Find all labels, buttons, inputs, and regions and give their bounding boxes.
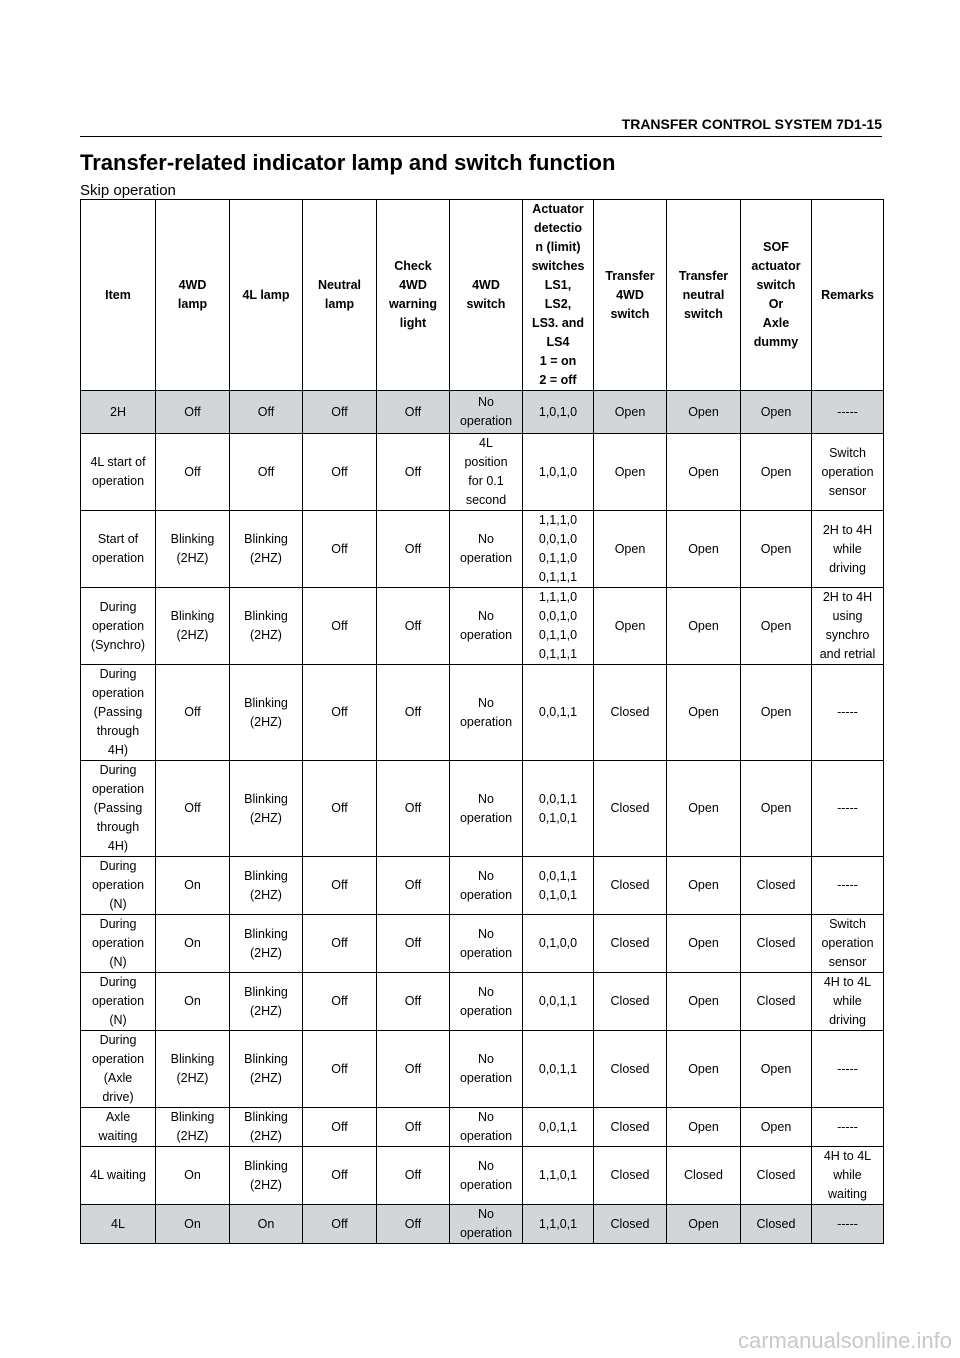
table-cell: Blinking (2HZ) — [156, 511, 230, 588]
column-header: 4WD switch — [450, 200, 523, 391]
table-cell: Open — [741, 511, 812, 588]
table-cell: Off — [377, 761, 450, 857]
table-cell: Closed — [594, 857, 667, 915]
table-cell: Start of operation — [81, 511, 156, 588]
table-cell: Off — [377, 915, 450, 973]
table-cell: Closed — [594, 1108, 667, 1147]
table-cell: 0,0,1,1 — [523, 665, 594, 761]
table-cell: No operation — [450, 1108, 523, 1147]
table-row — [81, 1205, 884, 1244]
table-cell: Blinking (2HZ) — [156, 1031, 230, 1108]
table-cell: Closed — [741, 915, 812, 973]
table-cell: 1,1,0,1 — [523, 1147, 594, 1205]
table-cell: 4L position for 0.1 second — [450, 434, 523, 511]
table-cell: Blinking (2HZ) — [230, 511, 303, 588]
table-cell: Closed — [594, 915, 667, 973]
table-cell: On — [156, 1205, 230, 1244]
table-cell: Open — [741, 1031, 812, 1108]
column-header: Actuator detectio n (limit) switches LS1, LS2, LS3. and LS4 1 = on 2 = off — [523, 200, 594, 391]
table-cell: No operation — [450, 973, 523, 1031]
table-cell: Off — [303, 915, 377, 973]
table-cell: Open — [667, 434, 741, 511]
table-row — [81, 391, 884, 434]
table-cell: Blinking (2HZ) — [230, 1147, 303, 1205]
table-cell: Off — [156, 391, 230, 434]
table-cell: No operation — [450, 1205, 523, 1244]
table-cell: No operation — [450, 511, 523, 588]
table-cell: Off — [377, 973, 450, 1031]
table-row — [81, 915, 884, 973]
table-cell: Off — [303, 1147, 377, 1205]
table-cell: Open — [667, 857, 741, 915]
table-cell: Off — [303, 857, 377, 915]
table-cell: 1,1,1,0 0,0,1,0 0,1,1,0 0,1,1,1 — [523, 511, 594, 588]
table-cell: Off — [303, 1205, 377, 1244]
table-cell: Open — [667, 761, 741, 857]
table-cell: Off — [230, 434, 303, 511]
table-cell: 4H to 4L while waiting — [812, 1147, 884, 1205]
table-cell: ----- — [812, 1108, 884, 1147]
table-cell: Off — [230, 391, 303, 434]
table-cell: Open — [667, 973, 741, 1031]
table-cell: Blinking (2HZ) — [230, 588, 303, 665]
table-cell: 0,0,1,1 0,1,0,1 — [523, 761, 594, 857]
table-cell: Closed — [594, 973, 667, 1031]
table-cell: No operation — [450, 761, 523, 857]
table-cell: Closed — [741, 857, 812, 915]
table-cell: Off — [303, 1108, 377, 1147]
table-cell: ----- — [812, 1205, 884, 1244]
table-cell: Off — [303, 973, 377, 1031]
column-header: 4WD lamp — [156, 200, 230, 391]
table-cell: On — [156, 857, 230, 915]
table-cell: Open — [594, 391, 667, 434]
table-cell: Off — [377, 588, 450, 665]
table-cell: Off — [303, 1031, 377, 1108]
table-cell: Off — [377, 1147, 450, 1205]
table-cell: Blinking (2HZ) — [230, 761, 303, 857]
table-cell: During operation (Passing through 4H) — [81, 761, 156, 857]
column-header: Neutral lamp — [303, 200, 377, 391]
column-header: 4L lamp — [230, 200, 303, 391]
section-header: TRANSFER CONTROL SYSTEM 7D1-15 — [621, 116, 882, 132]
table-cell: On — [230, 1205, 303, 1244]
table-row — [81, 665, 884, 761]
table-row — [81, 973, 884, 1031]
table-cell: Off — [303, 391, 377, 434]
table-cell: ----- — [812, 391, 884, 434]
table-cell: 0,0,1,1 — [523, 1031, 594, 1108]
table-cell: Open — [667, 1108, 741, 1147]
table-cell: Off — [377, 665, 450, 761]
table-cell: Blinking (2HZ) — [230, 1108, 303, 1147]
table-row — [81, 1031, 884, 1108]
table-row — [81, 1147, 884, 1205]
table-cell: 2H to 4H using synchro and retrial — [812, 588, 884, 665]
table-cell: ----- — [812, 857, 884, 915]
page-header — [80, 116, 882, 137]
table-cell: 1,1,0,1 — [523, 1205, 594, 1244]
table-cell: During operation (Passing through 4H) — [81, 665, 156, 761]
table-cell: On — [156, 1147, 230, 1205]
table-cell: Closed — [594, 1147, 667, 1205]
table-cell: Blinking (2HZ) — [230, 915, 303, 973]
table-cell: Open — [594, 434, 667, 511]
table-row — [81, 1108, 884, 1147]
table-cell: Off — [377, 391, 450, 434]
column-header: Transfer neutral switch — [667, 200, 741, 391]
table-cell: Open — [667, 915, 741, 973]
table-cell: During operation (N) — [81, 857, 156, 915]
table-cell: No operation — [450, 1031, 523, 1108]
table-cell: Off — [377, 857, 450, 915]
table-cell: Off — [377, 1031, 450, 1108]
table-cell: ----- — [812, 1031, 884, 1108]
table-cell: Off — [303, 511, 377, 588]
table-cell: Off — [303, 434, 377, 511]
table-cell: 0,0,1,1 — [523, 1108, 594, 1147]
table-cell: Blinking (2HZ) — [156, 1108, 230, 1147]
table-cell: No operation — [450, 857, 523, 915]
table-cell: Open — [667, 665, 741, 761]
table-cell: Open — [667, 1031, 741, 1108]
table-cell: Switch operation sensor — [812, 434, 884, 511]
table-cell: Blinking (2HZ) — [156, 588, 230, 665]
table-cell: No operation — [450, 665, 523, 761]
table-cell: Open — [594, 588, 667, 665]
table-cell: 0,1,0,0 — [523, 915, 594, 973]
table-cell: Open — [741, 665, 812, 761]
table-cell: 1,1,1,0 0,0,1,0 0,1,1,0 0,1,1,1 — [523, 588, 594, 665]
table-cell: 2H — [81, 391, 156, 434]
table-cell: Blinking (2HZ) — [230, 665, 303, 761]
table-cell: No operation — [450, 588, 523, 665]
column-header: Remarks — [812, 200, 884, 391]
table-cell: Blinking (2HZ) — [230, 973, 303, 1031]
table-cell: Open — [741, 391, 812, 434]
table-cell: Open — [741, 434, 812, 511]
table-cell: 2H to 4H while driving — [812, 511, 884, 588]
table-cell: During operation (N) — [81, 915, 156, 973]
table-cell: Open — [594, 511, 667, 588]
table-cell: 1,0,1,0 — [523, 391, 594, 434]
table-cell: Open — [667, 1205, 741, 1244]
table-cell: Closed — [741, 1147, 812, 1205]
table-cell: Off — [377, 511, 450, 588]
table-cell: Open — [667, 588, 741, 665]
table-cell: 4L — [81, 1205, 156, 1244]
table-cell: Closed — [594, 1031, 667, 1108]
table-cell: On — [156, 973, 230, 1031]
table-cell: Off — [156, 434, 230, 511]
table-cell: Closed — [594, 665, 667, 761]
table-cell: Off — [377, 1108, 450, 1147]
table-cell: Closed — [594, 1205, 667, 1244]
table-cell: During operation (N) — [81, 973, 156, 1031]
table-cell: 0,0,1,1 0,1,0,1 — [523, 857, 594, 915]
table-cell: No operation — [450, 915, 523, 973]
column-header: Check 4WD warning light — [377, 200, 450, 391]
table-cell: ----- — [812, 665, 884, 761]
table-cell: During operation (Synchro) — [81, 588, 156, 665]
table-cell: Open — [741, 588, 812, 665]
table-row — [81, 857, 884, 915]
table-cell: Open — [741, 1108, 812, 1147]
table-cell: Axle waiting — [81, 1108, 156, 1147]
table-cell: ----- — [812, 761, 884, 857]
table-cell: Closed — [667, 1147, 741, 1205]
table-cell: Open — [667, 511, 741, 588]
table-cell: During operation (Axle drive) — [81, 1031, 156, 1108]
table-row — [81, 588, 884, 665]
watermark: carmanualsonline.info — [737, 1328, 952, 1353]
column-header: Transfer 4WD switch — [594, 200, 667, 391]
table-cell: Off — [303, 588, 377, 665]
table-row — [81, 511, 884, 588]
table-cell: 1,0,1,0 — [523, 434, 594, 511]
table-cell: On — [156, 915, 230, 973]
table-cell: Off — [156, 665, 230, 761]
table-cell: Closed — [594, 761, 667, 857]
table-cell: Off — [303, 665, 377, 761]
table-row — [81, 434, 884, 511]
function-table — [80, 199, 884, 1244]
table-cell: No operation — [450, 1147, 523, 1205]
subtitle: Skip operation — [80, 182, 176, 199]
table-cell: Open — [741, 761, 812, 857]
column-header: SOF actuator switch Or Axle dummy — [741, 200, 812, 391]
column-header: Item — [81, 200, 156, 391]
table-cell: 4H to 4L while driving — [812, 973, 884, 1031]
table-cell: Closed — [741, 1205, 812, 1244]
table-cell: Off — [377, 434, 450, 511]
table-cell: Off — [156, 761, 230, 857]
page-title: Transfer-related indicator lamp and switch function — [80, 150, 616, 175]
table-cell: Off — [303, 761, 377, 857]
table-cell: No operation — [450, 391, 523, 434]
table-cell: 0,0,1,1 — [523, 973, 594, 1031]
table-cell: Closed — [741, 973, 812, 1031]
table-cell: Open — [667, 391, 741, 434]
table-cell: Off — [377, 1205, 450, 1244]
table-header-row — [81, 200, 884, 391]
table-cell: 4L waiting — [81, 1147, 156, 1205]
table-cell: Blinking (2HZ) — [230, 857, 303, 915]
table-row — [81, 761, 884, 857]
table-cell: Switch operation sensor — [812, 915, 884, 973]
table-cell: Blinking (2HZ) — [230, 1031, 303, 1108]
table-cell: 4L start of operation — [81, 434, 156, 511]
